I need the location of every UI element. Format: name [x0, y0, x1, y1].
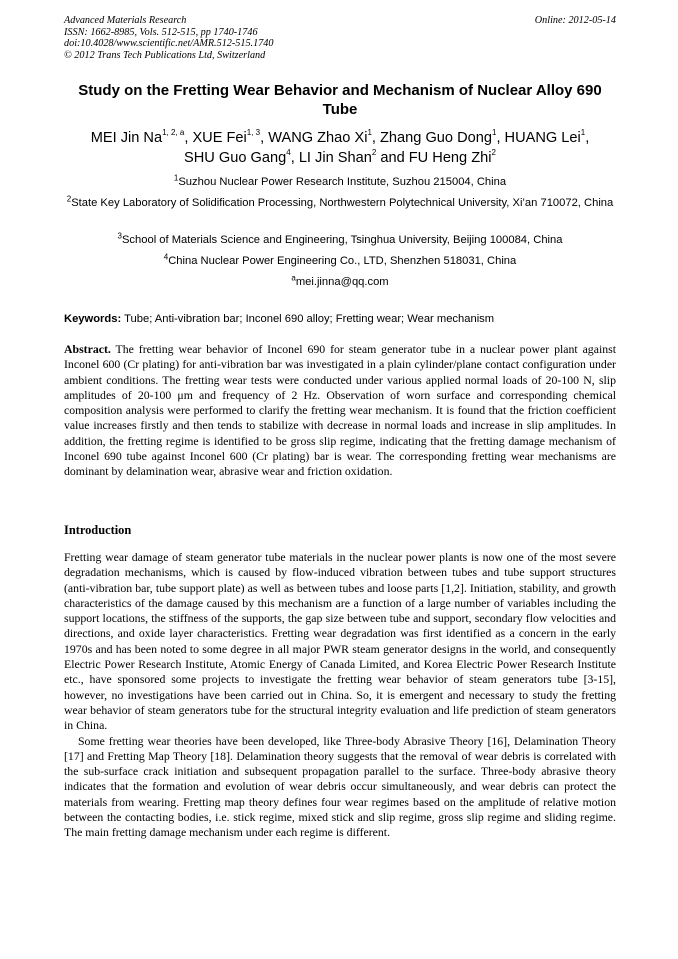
- journal-name: Advanced Materials Research: [64, 15, 187, 26]
- affiliation: $^2$State Key Laboratory of Solidification Processing, Northwestern Polytechnical University, Xi’an 710072, China: [66, 194, 614, 209]
- author: MEI Jin Na$^{1, 2, a}$: [90, 128, 185, 146]
- online-date: Online: 2012-05-14: [534, 15, 616, 26]
- copyright-line: © 2012 Trans Tech Publications Ltd, Switzerland: [64, 49, 266, 61]
- introduction-body: [64, 550, 616, 841]
- author-email: $^a$mei.jinna@qq.com: [291, 273, 389, 288]
- author: XUE Fei$^{1, 3}$: [192, 128, 261, 146]
- keywords: [64, 312, 616, 326]
- doi-line: doi:10.4028/www.scientific.net/AMR.512-515.1740: [64, 38, 274, 50]
- affiliation: $^4$China Nuclear Power Engineering Co., LTD, Shenzhen 518031, China: [163, 252, 517, 267]
- author: HUANG Lei$^1$: [504, 128, 586, 146]
- affiliation: $^1$Suzhou Nuclear Power Research Institute, Suzhou 215004, China: [173, 173, 507, 188]
- abstract-text: The fretting wear behavior of Inconel 690 for steam generator tube in a nuclear power plant against Inconel 600 (Cr plating) for anti-vibration bar was investigated in a plain cylinder/plane contact configuration under ambient conditions. The fretting wear tests were conducted under various applied normal loads of 20-100 N, slip amplitudes of 20-100 μm and frequency of 2 Hz. Observation of worn surface and corresponding chemical composition analysis were performed to clarify the fretting wear mechanism. It is found that the friction coefficient value increases firstly and then tends to stabilize with decrease in normal loads and increase in slip amplitudes. In addition, the fretting regime is identified to be gross slip regime, indicating that the fretting damage mechanism of Inconel 690 tube against Inconel 600 (Cr plating) bar is wear. The corresponding fretting wear mechanisms are dominant by delamination wear, abrasive wear and friction oxidation.: [64, 342, 616, 479]
- keywords-text: Tube; Anti-vibration bar; Inconel 690 alloy; Fretting wear; Wear mechanism: [121, 313, 495, 325]
- author: FU Heng Zhi$^2$: [408, 148, 496, 166]
- author: SHU Guo Gang$^4$: [184, 148, 291, 166]
- abstract-label: Abstract.: [64, 342, 111, 356]
- author: WANG Zhao Xi$^1$: [268, 128, 372, 146]
- author: Zhang Guo Dong$^1$: [380, 128, 497, 146]
- abstract: [64, 342, 616, 480]
- introduction-heading: Introduction: [64, 523, 132, 537]
- paragraph: Fretting wear damage of steam generator tube materials in the nuclear power plants is now one of the most severe degradation mechanisms, which is caused by flow-induced vibration between tubes and tube support structures (anti-vibration bar, tube support plate) as well as between tubes and loose parts [1,2]. Initiation, stability, and growth characteristics of the damage caused by this mechanism are a function of a large number of variables including the support locations, the stiffness of the supports, the gap size between tube and support, secondary flow velocities and directions, and oxide layer characteristics. Fretting wear degradation was first identified as a concern in the early 1970s and has been noted to some degree in all major PWR steam generator designs in the world, and consequently Electric Power Research Institute, Atomic Energy of Canada Limited, and Korea Electric Power Research Institute etc., have sponsored some projects to investigate the fretting wear behavior of steam generators tube [3-15], however, no investigations have been carried out in China. So, it is emergent and necessary to study the fretting wear behavior of steam generators tube for the structural integrity evaluation and life prediction of steam generators in China.: [64, 550, 616, 733]
- author: LI Jin Shan$^2$: [298, 148, 377, 166]
- keywords-label: Keywords:: [64, 313, 122, 325]
- author-list: MEI Jin Na$^{1, 2, a}$, XUE Fei$^{1, 3}$, WANG Zhao Xi$^1$, Zhang Guo Dong$^1$, HUANG Lei$^1$, SHU Guo Gang$^4$, LI Jin Shan$^2$ and FU Heng Zhi$^2$: [90, 128, 590, 166]
- paper-title: Study on the Fretting Wear Behavior and Mechanism of Nuclear Alloy 690 Tube: [78, 82, 602, 118]
- issn-line: ISSN: 1662-8985, Vols. 512-515, pp 1740-1746: [64, 26, 258, 38]
- paragraph: Some fretting wear theories have been developed, like Three-body Abrasive Theory [16], Delamination Theory [17] and Fretting Map Theory [18]. Delamination theory suggests that the removal of wear debris is correlated with the sub-surface crack initiation and subsequent propagation parallel to the surface. Three-body abrasive theory indicates that the formation and evolution of wear debris occur simultaneously, and wear debris can protect the materials from wearing. Fretting map theory defines four wear regimes based on the amplitude of relative motion between the contacting bodies, i.e. stick regime, mixed stick and slip regime, gross slip regime and sliding regime. The main fretting damage mechanism under each regime is different.: [64, 733, 616, 840]
- journal-header: [64, 15, 616, 61]
- affiliation: $^3$School of Materials Science and Engineering, Tsinghua University, Beijing 100084, China: [117, 231, 563, 246]
